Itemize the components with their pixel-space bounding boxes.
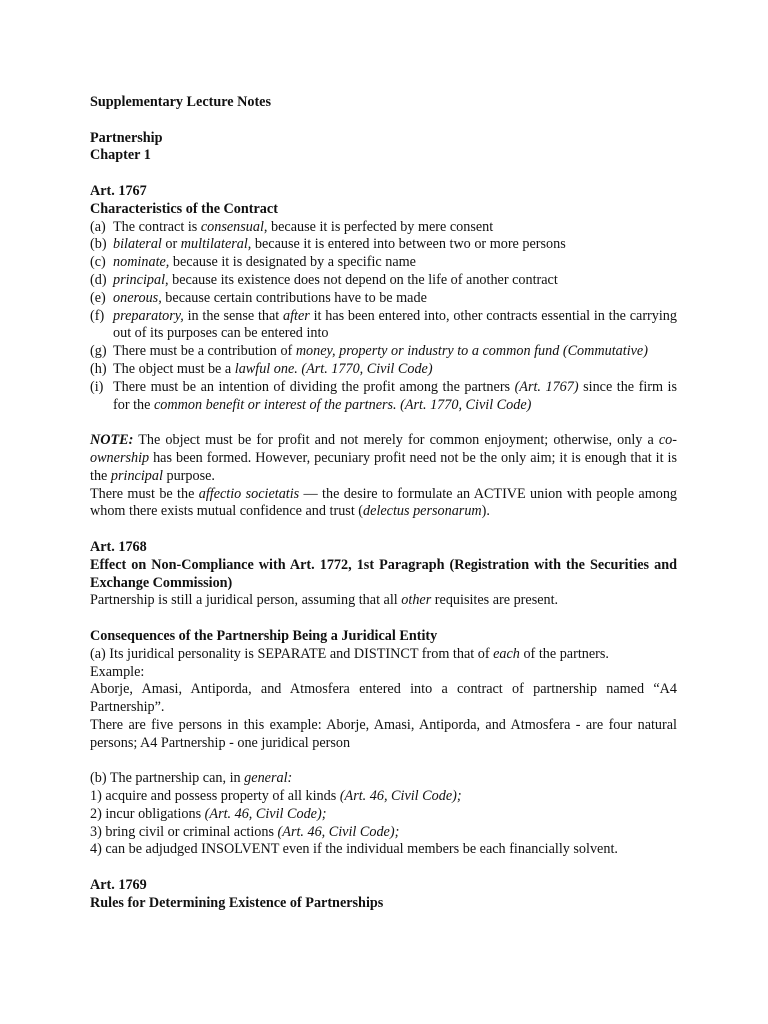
example-label: Example: — [90, 663, 145, 680]
item-label: (b) — [90, 236, 107, 253]
item-text-run: principal — [113, 271, 166, 288]
note-paragraph-run: purpose. — [162, 467, 215, 484]
item-label: (a) — [90, 218, 106, 235]
item-label: (h) — [90, 360, 107, 377]
item-text-run: There must be an intention of dividing the profit among the partners — [113, 378, 515, 395]
item-text-run: money, property or industry to a common fund (Commutative) — [295, 343, 648, 360]
power-item-run: (Art. 46, Civil Code); — [339, 788, 462, 805]
item-text-run: multilateral — [180, 236, 248, 253]
document-title: Supplementary Lecture Notes — [90, 94, 272, 110]
power-item-run: 4) can be adjudged INSOLVENT even if the individual members be each financially solvent. — [90, 841, 618, 858]
affectio-paragraph-run: ). — [481, 503, 490, 520]
item-text-run: bilateral — [113, 236, 162, 253]
item-text-run: it has been entered into, other contracts essential in the carrying out of its purposes can be entered into — [113, 307, 677, 342]
item-text-run: There must be a contribution of — [113, 343, 296, 360]
affectio-paragraph-run: There must be the — [90, 485, 199, 502]
characteristic-item — [90, 272, 677, 290]
item-text-run: consensual — [200, 218, 264, 235]
item-text — [113, 290, 677, 308]
item-label: (i) — [90, 378, 104, 395]
characteristic-item — [90, 236, 677, 254]
consequence-b-intro-run: general: — [244, 770, 293, 787]
consequence-a-run: of the partners. — [519, 645, 609, 662]
item-text-run: nominate, — [113, 254, 170, 271]
item-label: (g) — [90, 343, 107, 360]
item-text-run: onerous, — [113, 289, 162, 306]
power-item — [90, 788, 677, 806]
example-text: Aborje, Amasi, Antiporda, and Atmosfera entered into a contract of partnership named “A4 Partnership”. — [90, 681, 677, 716]
item-text-run: (Art. 1767) — [514, 378, 579, 395]
item-text — [113, 236, 677, 254]
characteristic-item — [90, 343, 677, 361]
article-1767-heading: Art. 1767 — [90, 182, 147, 199]
item-text-run: after — [283, 307, 310, 324]
power-item-run: 1) acquire and possess property of all kinds — [90, 788, 340, 805]
item-text — [113, 272, 677, 290]
item-text — [113, 379, 677, 415]
consequence-a-run: (a) Its juridical personality is SEPARATE and DISTINCT from that of — [90, 645, 494, 662]
item-label: (c) — [90, 254, 106, 271]
article-1768-body-run: Partnership is still a juridical person, assuming that all — [90, 592, 402, 609]
affectio-paragraph-run: — the desire to formulate an ACTIVE union with people among whom there exists mutual confidence and trust ( — [90, 485, 678, 520]
subject-heading: Partnership — [90, 129, 163, 146]
power-item-run: (Art. 46, Civil Code); — [204, 805, 327, 822]
article-1769-heading: Art. 1769 — [90, 877, 147, 894]
consequence-b-intro — [90, 770, 677, 788]
item-label: (d) — [90, 271, 107, 288]
characteristic-item — [90, 219, 677, 237]
item-text-run: or — [161, 236, 181, 253]
power-item — [90, 806, 677, 824]
item-text — [113, 254, 677, 272]
item-text-run: preparatory, — [113, 307, 184, 324]
chapter-heading: Chapter 1 — [90, 147, 151, 164]
affectio-paragraph-run: affectio societatis — [198, 485, 300, 502]
item-text — [113, 219, 677, 237]
power-item-run: 2) incur obligations — [90, 805, 205, 822]
example-explanation: There are five persons in this example: Aborje, Amasi, Antiporda, and Atmosfera - are four natural persons; A4 Partnership - one juridical person — [90, 716, 677, 751]
item-text-run: , because it is entered into between two or more persons — [247, 236, 566, 253]
item-text-run: because certain contributions have to be made — [161, 289, 427, 306]
characteristic-item — [90, 361, 677, 379]
item-label: (e) — [90, 289, 106, 306]
article-1769-subheading: Rules for Determining Existence of Partnerships — [90, 894, 384, 911]
item-label: (f) — [90, 307, 105, 324]
note-paragraph-run: NOTE: — [90, 432, 134, 449]
affectio-paragraph — [90, 486, 677, 522]
note-paragraph-run: principal — [110, 467, 163, 484]
item-text — [113, 361, 677, 379]
consequence-b-list — [90, 788, 677, 859]
article-1768-body-run: requisites are present. — [431, 592, 559, 609]
consequences-heading: Consequences of the Partnership Being a Juridical Entity — [90, 627, 438, 644]
note-paragraph-run: The object must be for profit and not merely for common enjoyment; otherwise, only a — [133, 432, 659, 449]
item-text-run: lawful one. (Art. 1770, Civil Code) — [234, 360, 433, 377]
item-text-run: common benefit or interest of the partners. (Art. 1770, Civil Code) — [153, 396, 532, 413]
power-item — [90, 824, 677, 842]
item-text — [113, 343, 677, 361]
consequence-a-run: each — [493, 645, 520, 662]
consequence-b-intro-run: (b) The partnership can, in — [90, 770, 245, 787]
characteristic-item — [90, 254, 677, 272]
item-text-run: , because it is perfected by mere consent — [263, 218, 494, 235]
power-item-run: (Art. 46, Civil Code); — [277, 823, 400, 840]
power-item-run: 3) bring civil or criminal actions — [90, 823, 278, 840]
article-1768-heading: Art. 1768 — [90, 538, 147, 555]
affectio-paragraph-run: delectus personarum — [363, 503, 482, 520]
item-text-run: The object must be a — [113, 360, 235, 377]
item-text-run: in the sense that — [183, 307, 284, 324]
power-item — [90, 841, 677, 859]
document-body — [90, 94, 677, 913]
item-text-run: since the firm is for the — [113, 378, 677, 413]
item-text — [113, 308, 677, 344]
article-1767-subheading: Characteristics of the Contract — [90, 200, 278, 217]
characteristics-list — [90, 219, 677, 415]
item-text-run: The contract is — [113, 218, 201, 235]
note-paragraph — [90, 432, 677, 485]
note-paragraph-run: has been formed. However, pecuniary profit need not be the only aim; it is enough that it is the — [90, 449, 677, 484]
item-text-run: , because its existence does not depend on the life of another contract — [165, 271, 558, 288]
article-1768-subheading: Effect on Non-Compliance with Art. 1772, 1st Paragraph (Registration with the Securities and Exchange Commission) — [90, 556, 677, 591]
article-1768-body-run: other — [401, 592, 432, 609]
characteristic-item — [90, 379, 677, 415]
article-1768-body — [90, 592, 677, 610]
characteristic-item — [90, 308, 677, 344]
item-text-run: because it is designated by a specific name — [169, 254, 416, 271]
note-paragraph-run: co-ownership — [90, 432, 677, 466]
characteristic-item — [90, 290, 677, 308]
consequence-a — [90, 646, 677, 664]
